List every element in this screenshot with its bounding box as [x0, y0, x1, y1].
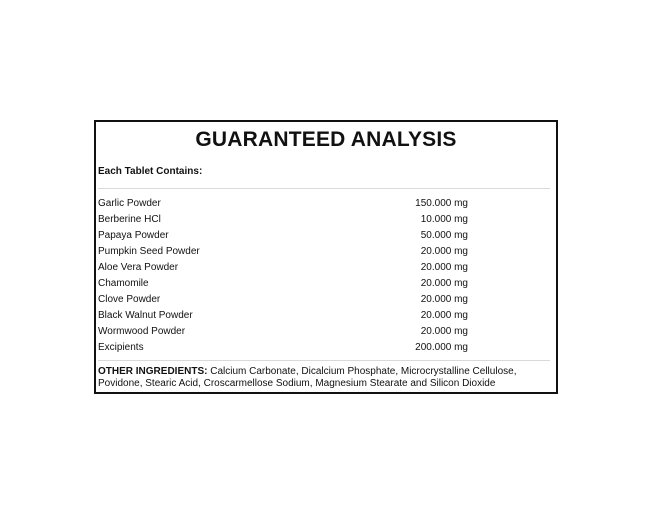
top-divider — [98, 188, 550, 189]
ingredient-name: Black Walnut Powder — [98, 310, 193, 321]
other-ingredients-label: OTHER INGREDIENTS: — [98, 366, 208, 377]
other-ingredients — [98, 366, 550, 390]
ingredient-list — [98, 196, 548, 356]
ingredient-amount: 200.000 mg — [415, 342, 468, 353]
ingredient-name: Chamomile — [98, 278, 149, 289]
ingredient-name: Excipients — [98, 342, 144, 353]
ingredient-row — [98, 228, 548, 244]
ingredient-row — [98, 260, 548, 276]
ingredient-amount: 10.000 mg — [420, 214, 468, 225]
ingredient-row — [98, 244, 548, 260]
ingredient-amount: 150.000 mg — [415, 198, 468, 209]
ingredient-name: Clove Powder — [98, 294, 161, 305]
panel-title: GUARANTEED ANALYSIS — [195, 128, 457, 151]
other-ingredients-text: Calcium Carbonate, Dicalcium Phosphate, Microcrystalline Cellulose, Povidone, Stearic Acid, Croscarmellose Sodium, Magnesium Stearate and Silicon Dioxide — [98, 366, 517, 389]
ingredient-amount: 20.000 mg — [420, 326, 468, 337]
ingredient-row — [98, 276, 548, 292]
ingredient-row — [98, 324, 548, 340]
ingredient-row — [98, 212, 548, 228]
ingredient-amount: 20.000 mg — [420, 278, 468, 289]
ingredient-name: Wormwood Powder — [98, 326, 186, 337]
ingredient-name: Aloe Vera Powder — [98, 262, 179, 273]
ingredient-amount: 20.000 mg — [420, 310, 468, 321]
ingredient-name: Berberine HCl — [98, 214, 161, 225]
ingredient-amount: 50.000 mg — [420, 230, 468, 241]
ingredient-name: Papaya Powder — [98, 230, 169, 241]
ingredient-amount: 20.000 mg — [420, 246, 468, 257]
ingredient-row — [98, 340, 548, 356]
guaranteed-analysis-panel — [94, 120, 558, 394]
each-tablet-heading: Each Tablet Contains: — [98, 166, 203, 177]
ingredient-row — [98, 292, 548, 308]
ingredient-amount: 20.000 mg — [420, 262, 468, 273]
ingredient-row — [98, 308, 548, 324]
ingredient-row — [98, 196, 548, 212]
bottom-divider — [98, 360, 550, 361]
ingredient-name: Pumpkin Seed Powder — [98, 246, 200, 257]
ingredient-name: Garlic Powder — [98, 198, 161, 209]
ingredient-amount: 20.000 mg — [420, 294, 468, 305]
